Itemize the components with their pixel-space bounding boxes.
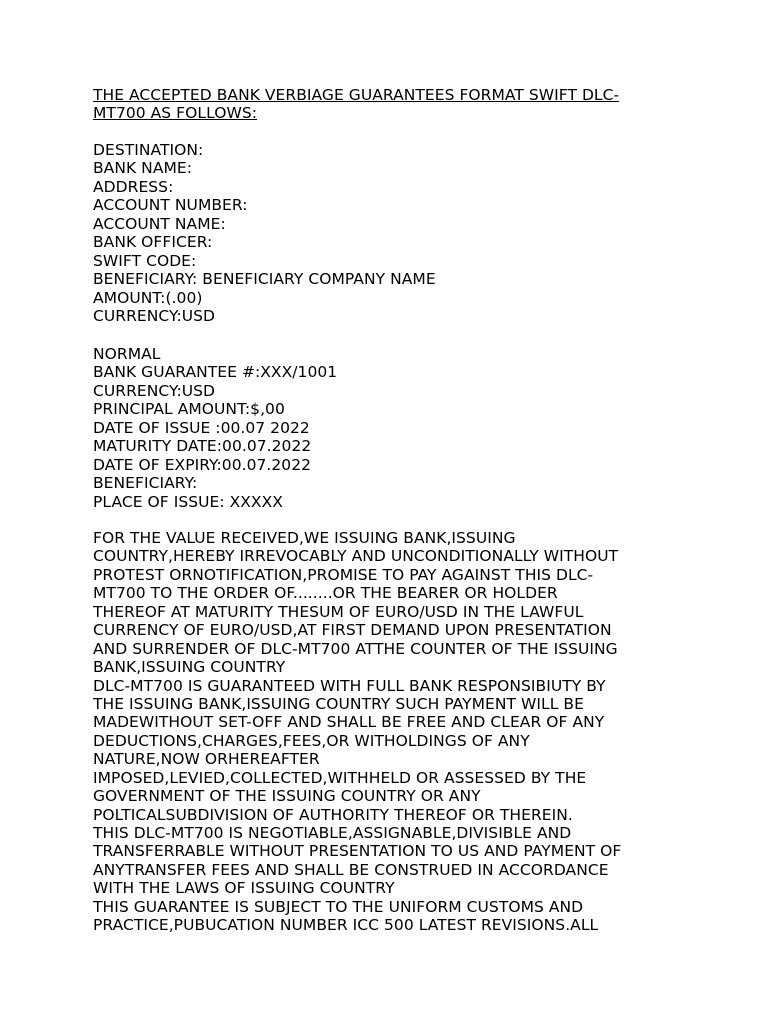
- field-account-number: ACCOUNT NUMBER:: [93, 196, 248, 215]
- body-line: COUNTRY,HEREBY IRREVOCABLY AND UNCONDITIONALLY WITHOUT: [93, 547, 619, 566]
- body-line: GOVERNMENT OF THE ISSUING COUNTRY OR ANY: [93, 787, 481, 806]
- guarantee-maturity-date: MATURITY DATE:00.07.2022: [93, 437, 312, 456]
- guarantee-details-section: [93, 345, 733, 511]
- body-line: CURRENCY OF EURO/USD,AT FIRST DEMAND UPON PRESENTATION: [93, 621, 612, 640]
- guarantee-date-of-expiry: DATE OF EXPIRY:00.07.2022: [93, 455, 312, 474]
- body-line: DEDUCTIONS,CHARGES,FEES,OR WITHOLDINGS OF ANY: [93, 731, 530, 750]
- body-line: TRANSFERRABLE WITHOUT PRESENTATION TO US AND PAYMENT OF: [93, 842, 622, 861]
- guarantee-place-of-issue: PLACE OF ISSUE: XXXXX: [93, 492, 283, 511]
- field-destination: DESTINATION:: [93, 141, 204, 159]
- field-currency: CURRENCY:USD: [93, 306, 215, 325]
- body-line: THEREOF AT MATURITY THESUM OF EURO/USD IN THE LAWFUL: [93, 602, 584, 621]
- body-line: FOR THE VALUE RECEIVED,WE ISSUING BANK,ISSUING: [93, 529, 516, 547]
- body-line: ANYTRANSFER FEES AND SHALL BE CONSTRUED IN ACCORDANCE: [93, 860, 609, 879]
- body-line: AND SURRENDER OF DLC-MT700 ATTHE COUNTER OF THE ISSUING: [93, 639, 618, 658]
- body-line: THIS GUARANTEE IS SUBJECT TO THE UNIFORM CUSTOMS AND: [93, 897, 584, 916]
- body-line: MADEWITHOUT SET-OFF AND SHALL BE FREE AND CLEAR OF ANY: [93, 713, 605, 732]
- body-line: IMPOSED,LEVIED,COLLECTED,WITHHELD OR ASSESSED BY THE: [93, 768, 587, 787]
- guarantee-beneficiary: BENEFICIARY:: [93, 474, 198, 493]
- field-amount: AMOUNT:(.00): [93, 288, 203, 307]
- field-bank-name: BANK NAME:: [93, 159, 193, 178]
- guarantee-principal-amount: PRINCIPAL AMOUNT:$,00: [93, 400, 285, 419]
- title-line: THE ACCEPTED BANK VERBIAGE GUARANTEES FORMAT SWIFT DLC-: [93, 86, 620, 104]
- field-account-name: ACCOUNT NAME:: [93, 214, 226, 233]
- field-bank-officer: BANK OFFICER:: [93, 233, 213, 252]
- field-beneficiary: BENEFICIARY: BENEFICIARY COMPANY NAME: [93, 270, 436, 289]
- field-swift-code: SWIFT CODE:: [93, 251, 197, 270]
- body-line: THIS DLC-MT700 IS NEGOTIABLE,ASSIGNABLE,DIVISIBLE AND: [93, 824, 572, 842]
- field-address: ADDRESS:: [93, 177, 174, 196]
- body-line: NATURE,NOW ORHEREAFTER: [93, 750, 320, 769]
- body-line: BANK,ISSUING COUNTRY: [93, 658, 286, 677]
- guarantee-body-text: [93, 529, 733, 935]
- body-line: THE ISSUING BANK,ISSUING COUNTRY SUCH PAYMENT WILL BE: [93, 694, 584, 713]
- body-line: DLC-MT700 IS GUARANTEED WITH FULL BANK RESPONSIBIUTY BY: [93, 676, 606, 695]
- guarantee-type: NORMAL: [93, 345, 161, 363]
- body-line: WITH THE LAWS OF ISSUING COUNTRY: [93, 879, 395, 898]
- guarantee-date-of-issue: DATE OF ISSUE :00.07 2022: [93, 418, 310, 437]
- body-line: MT700 TO THE ORDER OF........OR THE BEARER OR HOLDER: [93, 584, 558, 603]
- guarantee-number: BANK GUARANTEE #:XXX/1001: [93, 363, 338, 382]
- title-line: MT700 AS FOLLOWS:: [93, 104, 257, 123]
- bank-details-section: [93, 141, 733, 325]
- guarantee-currency: CURRENCY:USD: [93, 381, 215, 400]
- document-title: [93, 86, 733, 123]
- body-line: PROTEST ORNOTIFICATION,PROMISE TO PAY AGAINST THIS DLC-: [93, 565, 594, 584]
- body-line: PRACTICE,PUBUCATION NUMBER ICC 500 LATEST REVISIONS.ALL: [93, 916, 599, 935]
- body-line: POLTICALSUBDIVISION OF AUTHORITY THEREOF OR THEREIN.: [93, 805, 573, 824]
